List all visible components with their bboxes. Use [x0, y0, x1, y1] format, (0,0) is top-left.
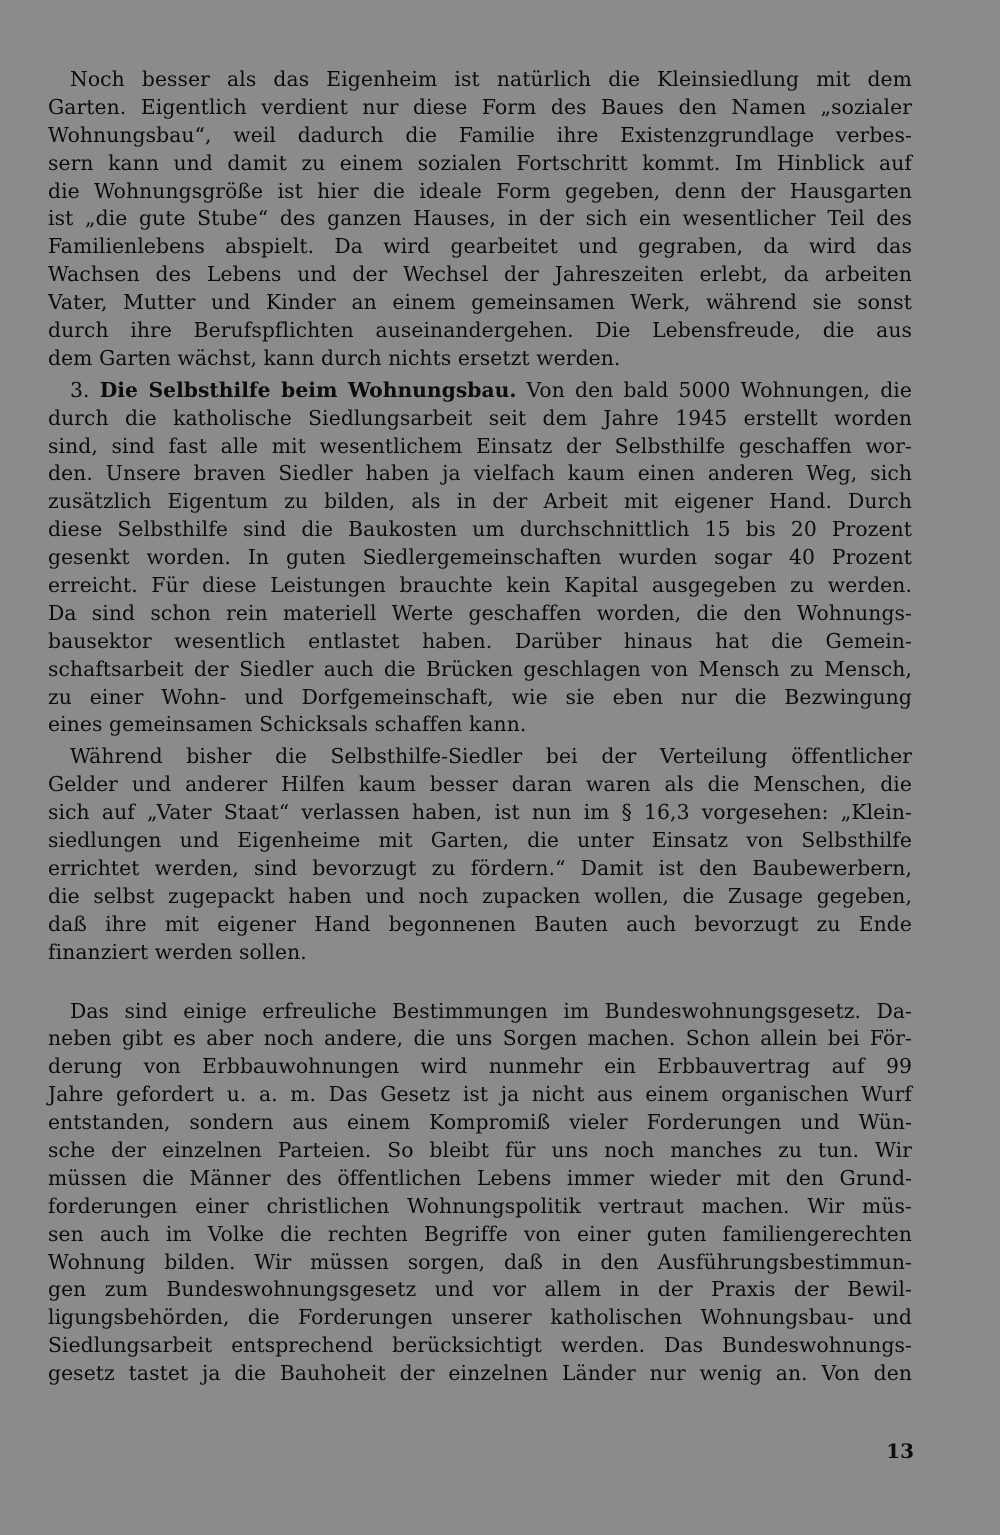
text-line: sche der einzelnen Parteien. So bleibt für uns noch manches zu tun. Wir [48, 1137, 912, 1162]
text-line: derung von Erbbauwohnungen wird nunmehr ein Erbbauvertrag auf 99 [48, 1054, 912, 1079]
text-line: sen auch im Volke die rechten Begriffe von einer guten familiengerechten [48, 1221, 912, 1246]
text-line: Wohnung bilden. Wir müssen sorgen, daß in den Ausführungsbestimmun- [48, 1249, 912, 1274]
text-line: daß ihre mit eigener Hand begonnenen Bauten auch bevorzugt zu Ende [48, 911, 912, 936]
text-line: schaftsarbeit der Siedler auch die Brücken geschlagen von Mensch zu Mensch, [48, 656, 912, 681]
text-line: dem Garten wächst, kann durch nichts ersetzt werden. [48, 345, 621, 370]
text-line: müssen die Männer des öffentlichen Lebens immer wieder mit den Grund- [48, 1165, 912, 1190]
text-line: die selbst zugepackt haben und noch zupacken wollen, die Zusage gegeben, [48, 883, 912, 908]
paragraph-selbsthilfe [48, 377, 912, 740]
page-body [48, 66, 912, 1388]
text-line: sern kann und damit zu einem sozialen Fortschritt kommt. Im Hinblick auf [48, 150, 912, 175]
text-line: erreicht. Für diese Leistungen brauchte kein Kapital ausgegeben zu werden. [48, 573, 912, 598]
text-line: Das sind einige erfreuliche Bestimmungen im Bundeswohnungsgesetz. Da- [70, 998, 912, 1023]
text-line: Gelder und anderer Hilfen kaum besser daran waren als die Menschen, die [48, 772, 912, 797]
text-line: den. Unsere braven Siedler haben ja vielfach kaum einen anderen Weg, sich [48, 461, 912, 486]
text-line: Siedlungsarbeit entsprechend berücksichtigt werden. Das Bundeswohnungs- [48, 1333, 912, 1358]
text-line: Wohnungsbau“, weil dadurch die Familie ihre Existenzgrundlage verbes- [48, 122, 912, 147]
paragraph-bundeswohnungsgesetz [48, 998, 912, 1388]
text-line: entstanden, sondern aus einem Kompromiß vieler Forderungen und Wün- [48, 1110, 912, 1135]
text-line: eines gemeinsamen Schicksals schaffen kann. [48, 712, 527, 737]
text-line: gesenkt worden. In guten Siedlergemeinschaften wurden sogar 40 Prozent [48, 545, 912, 570]
text-line: finanziert werden sollen. [48, 939, 307, 964]
text-line: forderungen einer christlichen Wohnungspolitik vertraut machen. Wir müs- [48, 1193, 912, 1218]
text-line: sich auf „Vater Staat“ verlassen haben, ist nun im § 16,3 vorgesehen: „Klein- [48, 800, 912, 825]
text-line: gen zum Bundeswohnungsgesetz und vor allem in der Praxis der Bewil- [48, 1277, 912, 1302]
text-line: zusätzlich Eigentum zu bilden, als in der Arbeit mit eigener Hand. Durch [48, 489, 912, 514]
section-number: 3. [70, 377, 90, 402]
text-fragment: Von den bald 5000 Wohnungen, die [526, 377, 912, 402]
section-heading: Die Selbsthilfe beim Wohnungsbau. [99, 377, 517, 402]
text-line: siedlungen und Eigenheime mit Garten, die unter Einsatz von Selbsthilfe [48, 828, 912, 853]
text-line: ist „die gute Stube“ des ganzen Hauses, in der sich ein wesentlicher Teil des [48, 206, 912, 231]
text-line: durch ihre Berufspflichten auseinandergehen. Die Lebensfreude, die aus [48, 318, 912, 343]
text-line: Da sind schon rein materiell Werte geschaffen worden, die den Wohnungs- [48, 600, 912, 625]
text-line: Jahre gefordert u. a. m. Das Gesetz ist ja nicht aus einem organischen Wurf [48, 1082, 912, 1107]
paragraph-foerderung [48, 743, 912, 966]
text-line: Während bisher die Selbsthilfe-Siedler bei der Verteilung öffentlicher [70, 744, 912, 769]
text-line: diese Selbsthilfe sind die Baukosten um durchschnittlich 15 bis 20 Prozent [48, 517, 912, 542]
text-line: Noch besser als das Eigenheim ist natürlich die Kleinsiedlung mit dem [70, 67, 912, 91]
text-line: sind, sind fast alle mit wesentlichem Einsatz der Selbsthilfe geschaffen wor- [48, 433, 912, 458]
text-line: durch die katholische Siedlungsarbeit seit dem Jahre 1945 erstellt worden [48, 405, 912, 430]
text-line: Vater, Mutter und Kinder an einem gemeinsamen Werk, während sie sonst [48, 290, 912, 315]
text-line: gesetz tastet ja die Bauhoheit der einzelnen Länder nur wenig an. Von den [48, 1361, 912, 1386]
text-line: ligungsbehörden, die Forderungen unserer katholischen Wohnungsbau- und [48, 1305, 912, 1330]
page-number: 13 [886, 1439, 914, 1463]
text-line: Familienlebens abspielt. Da wird gearbeitet und gegraben, da wird das [48, 234, 912, 259]
section-heading-line [48, 377, 912, 405]
text-line: bausektor wesentlich entlastet haben. Darüber hinaus hat die Gemein- [48, 628, 912, 653]
paragraph-kleinsiedlung [48, 66, 912, 373]
section-spacer [48, 967, 912, 998]
text-line: die Wohnungsgröße ist hier die ideale Form gegeben, denn der Hausgarten [48, 178, 912, 203]
text-line: Wachsen des Lebens und der Wechsel der Jahreszeiten erlebt, da arbeiten [48, 262, 912, 287]
text-line: zu einer Wohn- und Dorfgemeinschaft, wie sie eben nur die Bezwingung [48, 684, 912, 709]
text-line: errichtet werden, sind bevorzugt zu fördern.“ Damit ist den Baubewerbern, [48, 855, 912, 880]
text-line: neben gibt es aber noch andere, die uns Sorgen machen. Schon allein bei För- [48, 1026, 912, 1051]
text-line: Garten. Eigentlich verdient nur diese Form des Baues den Namen „sozialer [48, 94, 912, 119]
